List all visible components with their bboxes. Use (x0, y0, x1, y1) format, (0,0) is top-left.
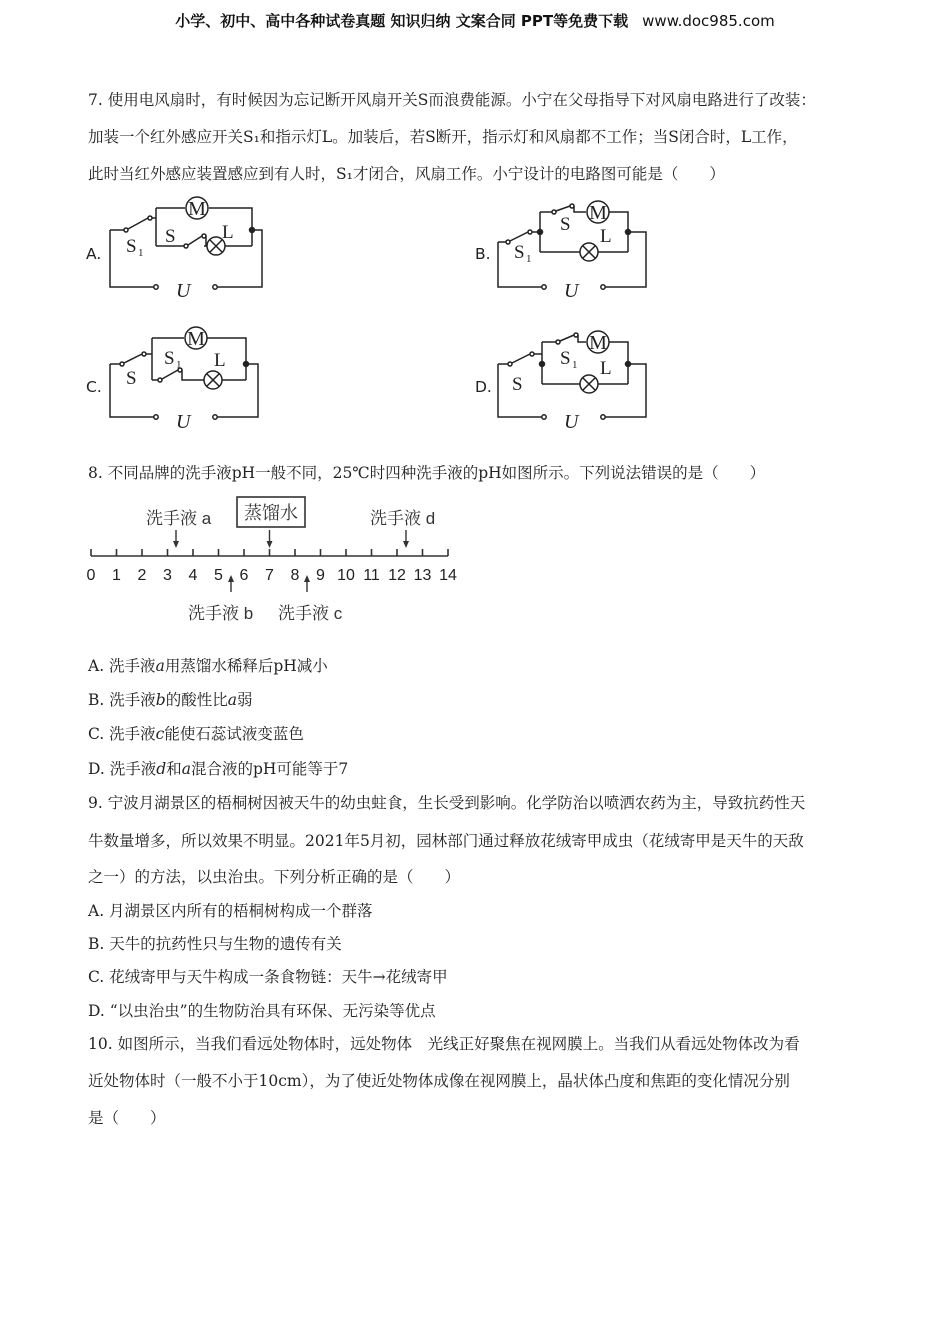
q10-line-3: 是（ ） (88, 1109, 166, 1127)
option-text: C. 洗手液 (88, 725, 156, 743)
q8-option-a[interactable] (88, 654, 328, 676)
circuit-diagram-d (488, 322, 658, 437)
q9-line-1: 9. 宁波月湖景区的梧桐树因被天牛的幼虫蛀食，生长受到影响。化学防治以喷洒农药为主，导致抗药性天 (88, 794, 806, 812)
q9-option-a[interactable]: A. 月湖景区内所有的梧桐树构成一个群落 (88, 902, 373, 920)
page-header (0, 10, 950, 31)
q7-option-c-label[interactable]: C. (86, 378, 102, 396)
label-handwash-c: 洗手液 c (278, 604, 343, 623)
q9-option-c[interactable]: C. 花绒寄甲与天牛构成一条食物链：天牛→花绒寄甲 (88, 968, 448, 986)
voltage-label: U (564, 280, 579, 302)
number-line-tick-label: 6 (239, 567, 249, 584)
q8-option-d[interactable] (88, 757, 348, 779)
q7-option-a-label[interactable]: A. (86, 245, 102, 263)
voltage-label: U (176, 280, 191, 302)
option-text: 混合液的pH可能等于7 (190, 760, 349, 778)
switch-s-label: S (165, 226, 176, 247)
q7-option-d-label[interactable]: D. (475, 378, 492, 396)
number-line-tick-label: 9 (316, 567, 325, 584)
q9-line-3: 之一）的方法，以虫治虫。下列分析正确的是（ ） (88, 868, 461, 886)
switch-s1-label: S (560, 348, 571, 369)
switch-s1-subscript: 1 (572, 359, 578, 371)
number-line-tick-label: 10 (337, 567, 355, 584)
option-var: b (155, 691, 166, 709)
circuit-diagram-a (100, 190, 270, 305)
voltage-label: U (176, 411, 191, 433)
lamp-label: L (214, 350, 226, 371)
motor-label: M (589, 202, 607, 224)
lamp-label: L (222, 222, 234, 243)
option-text: 用蒸馏水稀释后pH减小 (164, 657, 328, 675)
q10-line-2: 近处物体时（一般不小于10cm），为了使近处物体成像在视网膜上，晶状体凸度和焦距的变化情况分别 (88, 1072, 790, 1090)
number-line-tick-label: 12 (388, 567, 406, 584)
switch-s-label: S (512, 374, 523, 395)
lamp-label: L (600, 358, 612, 379)
label-handwash-d: 洗手液 d (370, 509, 436, 528)
switch-s1-label: S (164, 348, 175, 369)
switch-s-label: S (126, 368, 137, 389)
header-site[interactable]: www.doc985.com (642, 12, 775, 30)
motor-label: M (188, 198, 206, 220)
ph-scale-diagram (80, 492, 460, 627)
switch-s1-subscript: 1 (138, 247, 144, 259)
option-text: 能使石蕊试液变蓝色 (164, 725, 304, 743)
switch-s-label: S (560, 214, 571, 235)
option-text: 的酸性比 (165, 691, 228, 709)
motor-label: M (589, 332, 607, 354)
q8-option-b[interactable] (88, 688, 252, 710)
switch-s1-subscript: 1 (526, 253, 532, 265)
circuit-diagram-c (100, 322, 270, 437)
q9-line-2: 牛数量增多，所以效果不明显。2021年5月初，园林部门通过释放花绒寄甲成虫（花绒寄甲是天牛的天敌 (88, 832, 804, 850)
number-line-tick-label: 5 (214, 567, 223, 584)
option-var: a (181, 760, 191, 778)
number-line-tick-label: 0 (86, 567, 96, 584)
option-text: D. 洗手液 (88, 760, 157, 778)
option-var: c (155, 725, 165, 743)
switch-s1-label: S (126, 236, 137, 257)
q10-line-1: 10. 如图所示，当我们看远处物体时，远处物体 光线正好聚焦在视网膜上。当我们从看远处物体改为看 (88, 1035, 800, 1053)
number-line-tick-label: 13 (413, 567, 432, 584)
number-line-tick-label: 14 (439, 567, 457, 584)
switch-s1-subscript: 1 (176, 359, 182, 371)
option-var: a (155, 657, 165, 675)
number-line-tick-label: 1 (112, 567, 121, 584)
q7-line-3: 此时当红外感应装置感应到有人时，S₁才闭合，风扇工作。小宁设计的电路图可能是（ ） (88, 165, 725, 183)
q7-line-1: 7. 使用电风扇时，有时候因为忘记断开风扇开关S而浪费能源。小宁在父母指导下对风扇电路进行了改装： (88, 91, 816, 109)
number-line-tick-label: 2 (137, 567, 147, 584)
number-line-tick-label: 4 (188, 567, 198, 584)
option-text: 和 (166, 760, 182, 778)
option-text: 弱 (236, 691, 253, 709)
motor-label: M (187, 328, 205, 350)
number-line-tick-label: 7 (265, 567, 274, 584)
number-line-tick-label: 8 (290, 567, 300, 584)
q7-option-b-label[interactable]: B. (475, 245, 491, 263)
q8-option-c[interactable] (88, 722, 304, 744)
circuit-diagram-b (488, 190, 658, 305)
option-var: d (156, 760, 167, 778)
number-line-tick-label: 3 (163, 567, 172, 584)
label-handwash-a: 洗手液 a (146, 509, 212, 528)
switch-s1-label: S (514, 242, 525, 263)
number-line-tick-label: 11 (363, 567, 380, 584)
option-var: a (227, 691, 237, 709)
option-text: B. 洗手液 (88, 691, 156, 709)
voltage-label: U (564, 411, 579, 433)
q8-line: 8. 不同品牌的洗手液pH一般不同，25℃时四种洗手液的pH如图所示。下列说法错误的是（ ） (88, 464, 766, 482)
q9-option-d[interactable]: D. “以虫治虫”的生物防治具有环保、无污染等优点 (88, 1002, 436, 1020)
label-handwash-b: 洗手液 b (188, 604, 254, 623)
header-title: 小学、初中、高中各种试卷真题 知识归纳 文案合同 PPT等免费下载 (175, 12, 629, 30)
q9-option-b[interactable]: B. 天牛的抗药性只与生物的遗传有关 (88, 935, 342, 953)
option-text: A. 洗手液 (88, 657, 156, 675)
lamp-label: L (600, 226, 612, 247)
q7-line-2: 加装一个红外感应开关S₁和指示灯L。加装后，若S断开，指示灯和风扇都不工作；当S闭合时，L工作， (88, 128, 798, 146)
label-distilled-water: 蒸馏水 (244, 503, 298, 523)
